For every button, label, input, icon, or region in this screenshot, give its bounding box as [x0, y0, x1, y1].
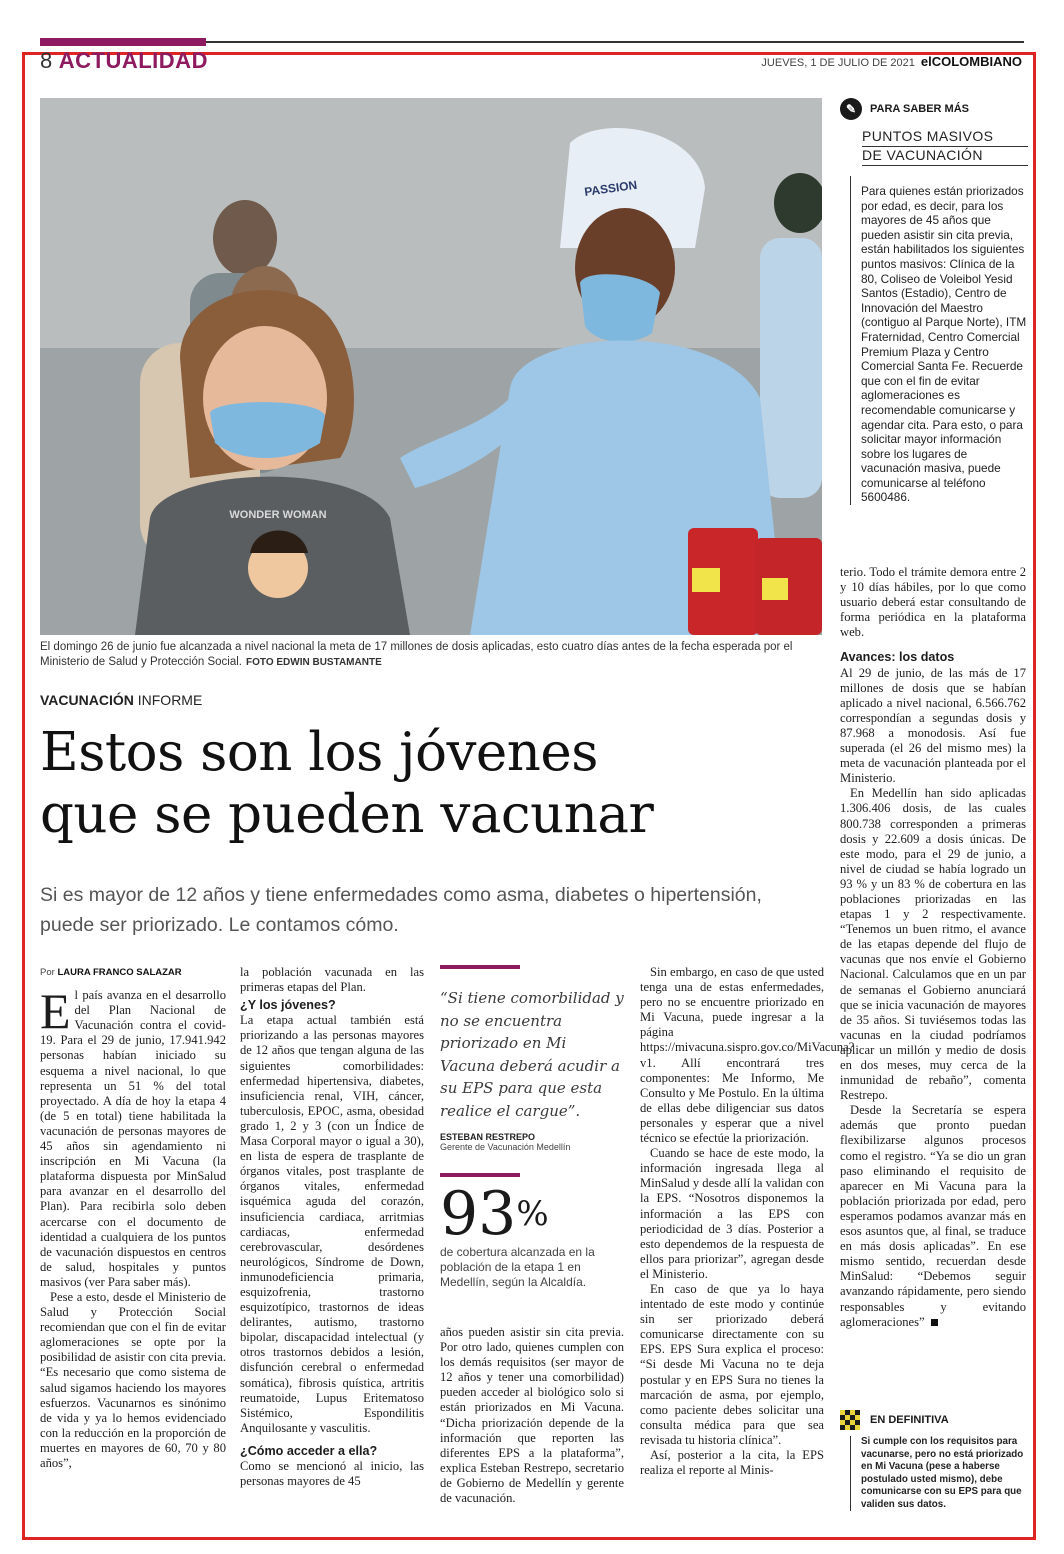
- article-headline: [40, 722, 820, 846]
- en-definitiva-header: [840, 1410, 1028, 1430]
- subheading-avances: Avances: los datos: [840, 650, 955, 665]
- photo-illustration: [40, 98, 822, 635]
- article-column-4: [640, 965, 855, 1478]
- photo-caption: [40, 640, 822, 670]
- checkered-flag-icon: [840, 1410, 860, 1430]
- kicker-light: INFORME: [137, 692, 203, 708]
- section-name: ACTUALIDAD: [58, 48, 208, 73]
- stat-value: 93: [440, 1179, 517, 1249]
- cap-text: PASSION: [583, 177, 639, 199]
- article-paragraph: Cuando se hace de este modo, la información ingresada llega al MinSalud y desde allí la validan con la EPS. “Nosotros disponemos la información a las EPS con periodicidad de 3 días. Posterior a esto dependemos de la respuesta de ellos para priorizar”, agregan desde el Ministerio.: [640, 1146, 824, 1281]
- dateline: [761, 54, 1022, 69]
- sidebar-title: [862, 128, 1028, 166]
- stat-text: de cobertura alcanzada en la población de la etapa 1 en Medellín, según la Alcaldía.: [440, 1245, 595, 1289]
- article-paragraph: La etapa actual también está priorizando a las personas mayores de 12 años que tengan alguna de las siguientes comorbilidades: enfermedad hipertensiva, diabetes, insuficiencia renal, VIH, cáncer, tuberculosis, EPOC, asma, obesidad grado 1, 2 y 3 (con un Índice de Masa Corporal mayor o igual a 30), en lista de espera de trasplante de órganos vitales, post trasplante de órganos vitales, enfermedad isquémica aguda del corazón, insuficiencia cardiaca, arritmias cardiacas, enfermedad cerebrovascular, desórdenes neurológicos, Síndrome de Down, inmunodeficiencia primaria, esquizofrenia, trastorno esquizotípico, trastornos de ideas delirantes, autismo, trastorno bipolar, discapacidad intelectual (y otros trastornos debidos a lesión, disfunción cerebral o enfermedad somática), fibrosis quística, artritis reumatoide, Lupus Eritematoso Sistémico, Espondilitis Anquilosante y vasculitis.: [240, 1013, 424, 1435]
- article-paragraph: terio. Todo el trámite demora entre 2 y 10 días hábiles, por lo que como usuario deberá estar consultando de forma periódica en la plataforma web.: [840, 565, 1026, 640]
- headline-line2: que se pueden vacunar: [40, 784, 654, 845]
- headline-line1: Estos son los jóvenes: [40, 722, 598, 783]
- quote-author: ESTEBAN RESTREPO: [440, 1132, 536, 1142]
- article-paragraph: En caso de que ya lo haya intentado de este modo y continúe sin ser priorizado deberá comunicarse directamente con su EPS. EPS Sura explica el proceso: “Si desde Mi Vacuna no te deja postular y en EPS Sura no tienes la marcación de asma, por ejemplo, como paciente debes solicitar una consulta médica para que sea revisada tu historia clínica”.: [640, 1281, 824, 1447]
- en-definitiva-body: Si cumple con los requisitos para vacunarse, pero no está priorizado en Mi Vacuna (pese a haberse postulado usted mismo), debe comunicarse con su EPS para que validen sus datos.: [850, 1436, 1028, 1511]
- byline-prefix: Por: [40, 967, 55, 978]
- article-column-1: [40, 965, 226, 1471]
- vaccination-photo: [40, 98, 822, 635]
- article-paragraph: [40, 983, 226, 1290]
- header-accent-bar: [40, 38, 206, 46]
- section-header: [40, 48, 208, 74]
- article-dek: Si es mayor de 12 años y tiene enfermedades como asma, diabetes o hipertensión, puede ser priorizado. Le contamos cómo.: [40, 884, 762, 936]
- page-number: 8: [40, 48, 53, 73]
- en-definitiva-box: [840, 1410, 1028, 1511]
- byline: [40, 965, 226, 980]
- article-column-5: [840, 565, 1026, 1330]
- article-paragraph: años pueden asistir sin cita previa. Por otro lado, quienes cumplen con los demás requisitos (ser mayor de 12 años y tener una comorbilidad) pueden acceder al biológico solo si están priorizados en Mi Vacuna. “Dicha priorización depende de la información que reporten las diferentes EPS a la plataforma”, explica Esteban Restrepo, secretario de Gobierno de Medellín y gerente de vacunación.: [440, 1325, 624, 1506]
- sidebar-body: Para quienes están priorizados por edad, es decir, para los mayores de 45 años que pueden asistir sin cita previa, están habilitados los siguientes puntos masivos: Clínica de la 80, Coliseo de Voleibol Yesid Santos (Estadio), Centro de Innovación del Maestro (contiguo al Parque Norte), ITM Fraternidad, Centro Comercial Premium Plaza y Centro Comercial Santa Fe. Recuerde que con el fin de evitar aglomeraciones es recomendable comunicarse y agendar cita. Para esto, o para solicitar mayor información sobre los lugares de vacunación masiva, puede comunicarse al teléfono 5600486.: [850, 176, 1028, 505]
- quote-rule: [440, 965, 520, 969]
- para-saber-mas-box: [840, 98, 1028, 505]
- en-definitiva-label: EN DEFINITIVA: [870, 1414, 949, 1426]
- stat-unit: %: [516, 1194, 549, 1234]
- quote-text: “Si tiene comorbilidad y no se encuentra priorizado en Mi Vacuna deberá acudir a su EPS para que esta realice el cargue”.: [440, 989, 624, 1120]
- sidebar-header: [840, 98, 1028, 120]
- article-paragraph: Sin embargo, en caso de que usted tenga una de estas enfermedades, pero no se encuentre priorizado en Mi Vacuna, puede ingresar a la página https://mivacuna.sispro.gov.co/MiVacuna?v1. Allí encontrará tres componentes: Me Informo, Me Consulto y Me Postulo. En la última de ellas debe diligenciar sus datos personales y esperar que a nivel técnico se efectúe la priorización.: [640, 965, 855, 1146]
- sidebar-title-line2: DE VACUNACIÓN: [862, 147, 1028, 166]
- pull-quote: [440, 965, 624, 1152]
- article-paragraph: Como se mencionó al inicio, las personas mayores de 45: [240, 1459, 424, 1489]
- subheading-acceder: ¿Cómo acceder a ella?: [240, 1443, 378, 1458]
- article-paragraph: Pese a esto, desde el Ministerio de Salud y Protección Social recomiendan que con el fin de evitar aglomeraciones se opte por la posibilidad de asistir con cita previa. “Es necesario que como sistema de salud sigamos haciendo los mayores esfuerzos. Vacunarnos es sinónimo de vida y ya lo hemos evidenciado con la reducción en la proporción de muertes en mayores de 60, 70 y 80 años”,: [40, 1289, 226, 1470]
- subheading-jovenes: ¿Y los jóvenes?: [240, 998, 336, 1013]
- shirt-text: WONDER WOMAN: [229, 509, 327, 521]
- sidebar-title-line1: PUNTOS MASIVOS: [862, 128, 1028, 147]
- article-column-2: [240, 965, 424, 1489]
- stat-number: [440, 1179, 624, 1249]
- article-paragraph: [840, 1103, 1026, 1329]
- photo-credit: FOTO EDWIN BUSTAMANTE: [246, 657, 382, 668]
- kicker-bold: VACUNACIÓN: [40, 692, 134, 708]
- article-kicker: [40, 692, 202, 708]
- article-paragraph: Así, posterior a la cita, la EPS realiza el reporte al Minis-: [640, 1448, 824, 1478]
- issue-date: JUEVES, 1 DE JULIO DE 2021: [761, 57, 915, 69]
- quote-role: Gerente de Vacunación Medellín: [440, 1142, 571, 1152]
- article-column-3: [440, 1325, 624, 1506]
- dropcap: E: [40, 983, 71, 1040]
- byline-author: LAURA FRANCO SALAZAR: [57, 967, 182, 978]
- article-paragraph: En Medellín han sido aplicadas 1.306.406 dosis, de las cuales 800.738 corresponden a primeras dosis y 22.609 a dosis únicas. De este modo, para el 29 de junio, a nivel de ciudad se había logrado un 93 % y un 83 % de cobertura en las poblaciones priorizadas en las etapas 1 y 2 respectivamente. “Tenemos un buen ritmo, el avance de las etapas depende del flujo de vacunas que nos envíe el Gobierno Nacional. Calculamos que en un par de semanas el Gobierno anunciará que se inicia vacunación de mayores de 35 años. Si tuviésemos todas las vacunas en la ciudad podríamos aplicar un millón y medio de dosis en dos meses, muy cerca de la inmunidad de rebaño”, comenta Restrepo.: [840, 786, 1026, 1103]
- header-rule: [206, 41, 1024, 43]
- end-mark-icon: [931, 1319, 938, 1326]
- paragraph-text: l país avanza en el desarrollo del Plan Nacional de Vacunación contra el covid-19. Para el 29 de junio, 17.941.942 personas habían iniciado su esquema a nivel nacional, lo que representa un 51 % del total proyectado. A día de hoy la etapa 4 (de 5 en total) tiene habilitada la vacunación de personas mayores de 45 años sin agendamiento ni inscripción en Mi Vacuna (la plataforma dispuesta por MinSalud para avanzar en el desarrollo del Plan). Para recibirla solo deben acercarse con el documento de identidad a cualquiera de los puntos de vacunación dispuestos en centros de salud, hospitales y puntos masivos (ver Para saber más).: [40, 988, 226, 1289]
- stat-box: [440, 1173, 624, 1290]
- caption-text: El domingo 26 de junio fue alcanzada a nivel nacional la meta de 17 millones de dosis aplicadas, esto cuatro días antes de la fecha esperada por el Ministerio de Salud y Protección Social.: [40, 641, 793, 668]
- article-paragraph: la población vacunada en las primeras etapas del Plan.: [240, 965, 424, 995]
- sidebar-label: PARA SABER MÁS: [870, 103, 970, 115]
- article-paragraph: Al 29 de junio, de las más de 17 millones de dosis que se habían aplicado a nivel nacional, 6.566.762 correspondían a segundas dosis y 87.968 a monodosis. Así fue superada (el 26 del mismo mes) la meta de vacunación planteada por el Ministerio.: [840, 665, 1026, 786]
- newspaper-brand: elCOLOMBIANO: [920, 54, 1022, 69]
- pin-icon: ✎: [840, 98, 862, 120]
- paragraph-text: Desde la Secretaría se espera además que pronto puedan flexibilizarse algunos procesos como el registro. “Ya se dio un gran paso eliminando el requisito de aparecer en Mi Vacuna para la población priorizada por edad, pero esperamos podamos avanzar más en esos asuntos que, al final, se traduce en más dosis aplicadas”. En ese mismo sentido, recuerdan desde MinSalud: “Debemos seguir avanzando rápidamente, pero siendo responsables y evitando aglomeraciones”: [840, 1103, 1026, 1329]
- stat-rule: [440, 1173, 520, 1177]
